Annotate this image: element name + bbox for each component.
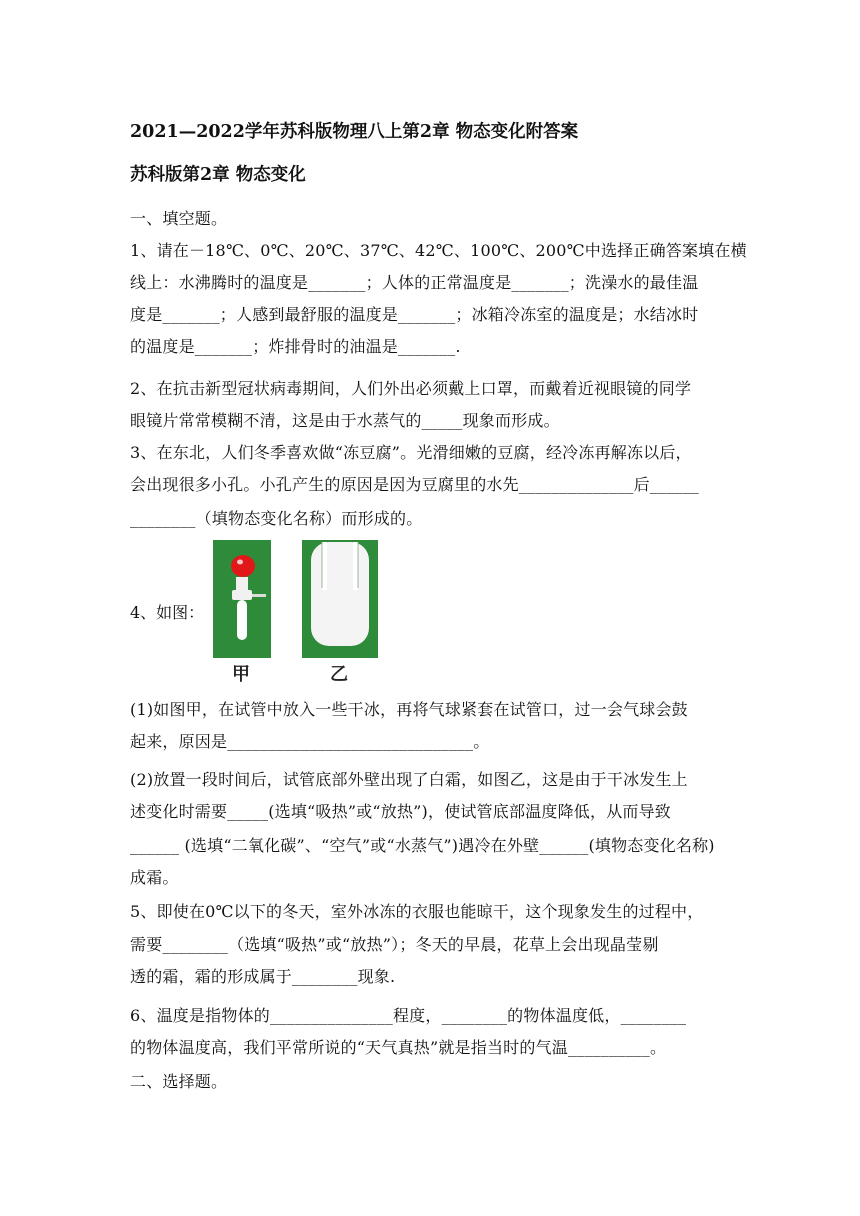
frosted-tube-icon xyxy=(311,542,369,646)
document-title: 2021—2022学年苏科版物理八上第2章 物态变化附答案 xyxy=(130,122,579,142)
question-line: 述变化时需要_____(选填“吸热”或“放热”)，使试管底部温度降低，从而导致 xyxy=(130,802,672,821)
question-line: 的物体温度高，我们平常所说的“天气真热”就是指当时的气温__________。 xyxy=(130,1038,667,1057)
question-line: 需要________（选填“吸热”或“放热”）；冬天的早晨，花草上会出现晶莹剔 xyxy=(130,935,659,954)
caption-yi: 乙 xyxy=(330,664,348,685)
test-tube-icon xyxy=(237,600,247,640)
balloon-icon xyxy=(231,555,255,577)
section-heading-multiple-choice: 二、选择题。 xyxy=(130,1072,228,1091)
chapter-subtitle: 苏科版第2章 物态变化 xyxy=(130,165,306,185)
question-line: ________（填物态变化名称）而形成的。 xyxy=(130,509,423,528)
question-line: 度是_______；人感到最舒服的温度是_______；冰箱冷冻室的温度是；水结冰时 xyxy=(130,305,699,324)
question-line: 起来，原因是______________________________。 xyxy=(130,732,490,751)
section-heading-fill-blank: 一、填空题。 xyxy=(130,209,228,228)
question-line: (2)放置一段时间后，试管底部外壁出现了白霜，如图乙，这是由于干冰发生上 xyxy=(130,770,688,789)
question-line: 会出现很多小孔。小孔产生的原因是因为豆腐里的水先______________后______ xyxy=(130,475,700,494)
question-line: 6、温度是指物体的_______________程度，________的物体温度低，________ xyxy=(130,1006,687,1025)
question-line: 2、在抗击新型冠状病毒期间，人们外出必须戴上口罩，而戴着近视眼镜的同学 xyxy=(130,379,692,398)
question-line: 5、即使在0℃以下的冬天，室外冰冻的衣服也能晾干，这个现象发生的过程中， xyxy=(130,902,704,921)
question-line: (1)如图甲，在试管中放入一些干冰，再将气球紧套在试管口，过一会气球会鼓 xyxy=(130,700,688,719)
question-line: 线上：水沸腾时的温度是_______；人体的正常温度是_______；洗澡水的最佳温 xyxy=(130,273,699,292)
question-line: 1、请在－18℃、0℃、20℃、37℃、42℃、100℃、200℃中选择正确答案填在横 xyxy=(130,241,747,260)
test-tube-figure xyxy=(210,538,385,688)
question-4-label: 4、如图： xyxy=(130,603,205,622)
question-line: ______ (选填“二氧化碳”、“空气”或“水蒸气”)遇冷在外壁______(填物态变化名称) xyxy=(130,836,715,855)
question-line: 透的霜，霜的形成属于________现象. xyxy=(130,967,396,986)
question-line: 眼镜片常常模糊不清，这是由于水蒸气的_____现象而形成。 xyxy=(130,411,560,430)
caption-jia: 甲 xyxy=(232,664,250,685)
question-line: 成霜。 xyxy=(130,868,179,887)
question-line: 的温度是_______；炸排骨时的油温是_______. xyxy=(130,337,461,356)
question-line: 3、在东北，人们冬季喜欢做“冻豆腐”。光滑细嫩的豆腐，经冷冻再解冻以后， xyxy=(130,443,692,462)
